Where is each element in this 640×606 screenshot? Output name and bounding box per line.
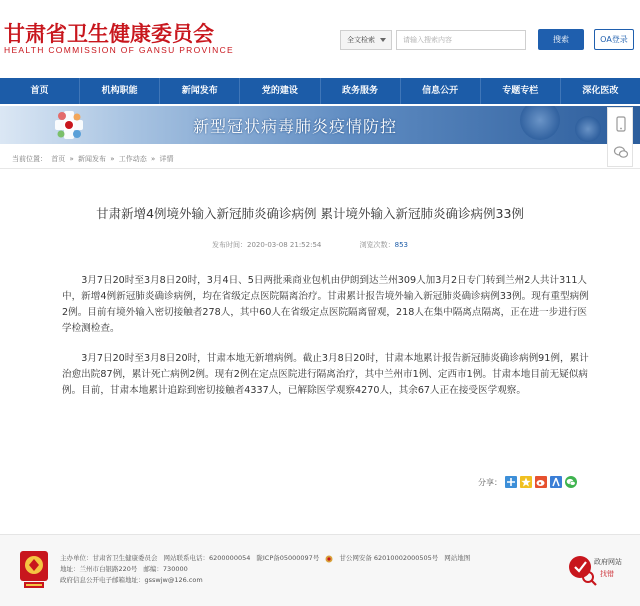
oa-login-button[interactable]: OA登录: [594, 29, 634, 50]
breadcrumb-separator: »: [110, 155, 115, 163]
breadcrumb-item-detail: 详情: [159, 155, 174, 163]
nav-item-topics[interactable]: 专题专栏: [481, 78, 561, 104]
nav-item-news[interactable]: 新闻发布: [160, 78, 240, 104]
footer-sitemap[interactable]: 网站地图: [444, 554, 471, 562]
article: [10, 184, 630, 504]
mobile-icon[interactable]: [613, 116, 629, 132]
breadcrumb-label: 当前位置：: [12, 155, 47, 163]
footer-info: [60, 553, 470, 586]
wechat-share-icon[interactable]: [565, 476, 577, 488]
main-nav: [0, 78, 640, 104]
search-input[interactable]: [396, 30, 526, 50]
view-count-label: 浏览次数：: [359, 241, 395, 249]
gov-site-error-report-badge[interactable]: [566, 547, 626, 591]
search-button[interactable]: 搜索: [538, 29, 584, 50]
footer-icp[interactable]: 陇ICP备05000097号: [256, 554, 320, 562]
nav-item-disclosure[interactable]: 信息公开: [401, 78, 481, 104]
share-label: 分享：: [478, 477, 502, 487]
footer-sponsor: 主办单位：甘肃省卫生健康委员会: [60, 554, 158, 562]
nav-item-home[interactable]: 首页: [0, 78, 80, 104]
error-report-icon: [566, 547, 626, 591]
article-title: 甘肃新增4例境外输入新冠肺炎确诊病例 累计境外输入新冠肺炎确诊病例33例: [96, 206, 524, 221]
chevron-down-icon: [380, 38, 386, 42]
virus-decoration: [520, 106, 560, 140]
badge-line2: 找错: [600, 570, 614, 578]
police-badge-icon: [325, 555, 333, 563]
qzone-icon[interactable]: [520, 476, 532, 488]
share-more-icon[interactable]: [505, 476, 517, 488]
site-footer: [0, 534, 640, 606]
weibo-icon[interactable]: [535, 476, 547, 488]
nav-item-functions[interactable]: 机构职能: [80, 78, 160, 104]
site-logo-cn[interactable]: 甘肃省卫生健康委员会: [4, 21, 214, 46]
renren-icon[interactable]: [550, 476, 562, 488]
footer-postcode: 邮编：730000: [143, 565, 188, 573]
breadcrumb: [12, 154, 176, 164]
party-emblem-icon[interactable]: [18, 549, 50, 591]
footer-address: 地址：兰州市白银路220号: [60, 565, 138, 573]
badge-line1: 政府网站: [594, 558, 622, 566]
article-paragraph: 3月7日20时至3月8日20时，3月4日、5日两批乘商业包机由伊朗到达兰州309人加3月2日专门转到兰州2人共计311人中，新增4例新冠肺炎确诊病例，均在省级定点医院隔离治疗。甘肃累计报告境外输入新冠肺炎确诊病例33例。现有重型病例2例。目前有境外输入密切接触者278人，其中60人在省级定点医院隔离留观，218人在集中隔离点隔离，正在进一步进行医学检测检查。: [62, 275, 589, 334]
breadcrumb-item-news[interactable]: 新闻发布: [78, 155, 106, 163]
breadcrumb-separator: »: [69, 155, 74, 163]
publish-time: 发布时间：2020-03-08 21:52:54: [212, 241, 322, 249]
side-float-panel: [607, 107, 633, 167]
site-header: [0, 0, 640, 72]
footer-email: 政府信息公开电子邮箱地址：gsswjw@126.com: [60, 576, 203, 584]
search-scope-select[interactable]: [340, 30, 392, 50]
breadcrumb-item-work[interactable]: 工作动态: [118, 155, 147, 163]
article-paragraph: 3月7日20时至3月8日20时，甘肃本地无新增病例。截止3月8日20时，甘肃本地累计报告新冠肺炎确诊病例91例，累计治愈出院87例，累计死亡病例2例。现有2例在定点医院进行隔离治疗，其中兰州市1例、定西市1例。甘肃本地目前无疑似病例。目前，甘肃本地累计追踪到密切接触者4337人，已解除医学观察4270人，其余67人正在接受医学观察。: [62, 353, 589, 396]
article-meta: [10, 240, 610, 250]
footer-police[interactable]: 甘公网安备 62010002000505号: [339, 554, 439, 562]
view-count: 853: [394, 241, 408, 249]
medical-logo-icon: [52, 108, 86, 142]
nav-item-services[interactable]: 政务服务: [321, 78, 401, 104]
nav-item-reform[interactable]: 深化医改: [582, 86, 619, 96]
virus-decoration: [575, 116, 601, 142]
site-logo-en: HEALTH COMMISSION OF GANSU PROVINCE: [4, 45, 235, 55]
divider: [0, 168, 640, 169]
banner-title: 新型冠状病毒肺炎疫情防控: [193, 117, 398, 136]
breadcrumb-item-home[interactable]: 首页: [51, 155, 66, 163]
epidemic-banner[interactable]: [0, 106, 640, 144]
footer-phone: 网站联系电话：6200000054: [163, 554, 251, 562]
share-bar: [478, 476, 577, 488]
wechat-icon[interactable]: [613, 144, 629, 160]
breadcrumb-separator: »: [151, 155, 156, 163]
nav-item-party[interactable]: 党的建设: [240, 78, 320, 104]
search-scope-label: 全文检索: [347, 36, 375, 44]
